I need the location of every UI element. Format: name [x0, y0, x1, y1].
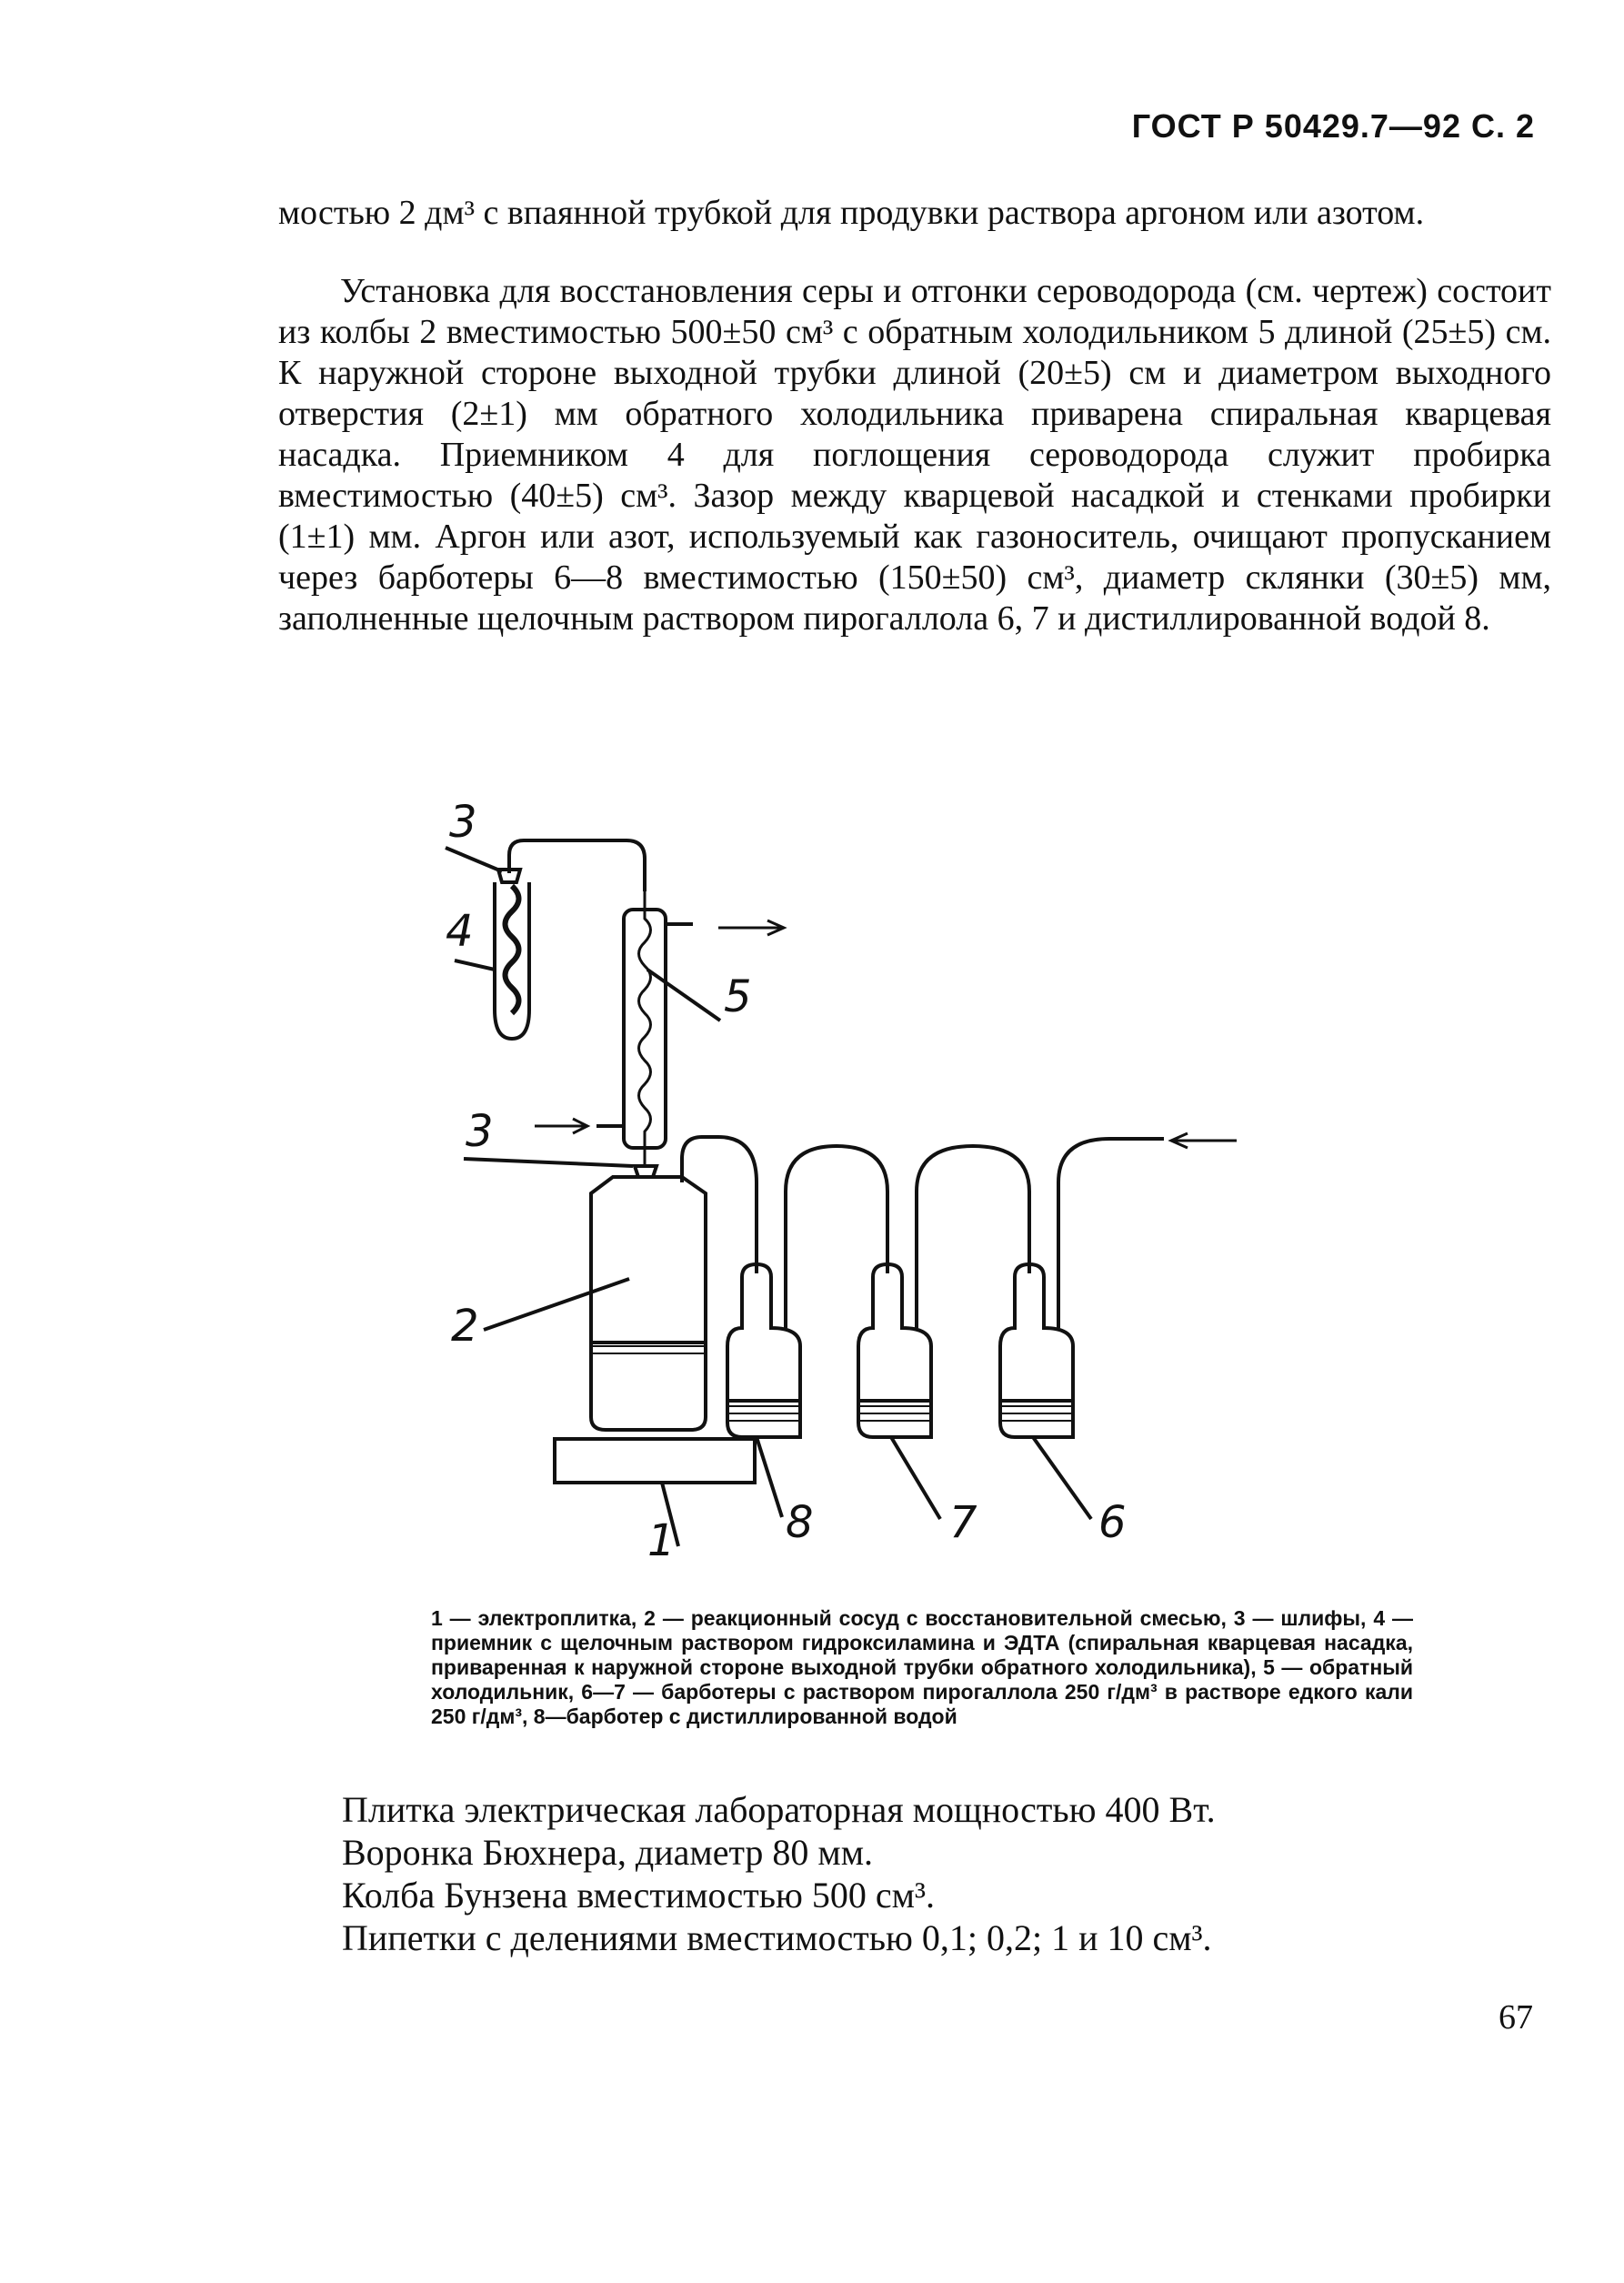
- label-1: 1: [647, 1515, 676, 1566]
- leader-7: [891, 1437, 940, 1519]
- gas-inlet-tube: [682, 1137, 757, 1273]
- bubbler-8: [727, 1264, 800, 1437]
- condenser-jacket: [624, 910, 666, 1148]
- quartz-spiral: [506, 886, 519, 1013]
- label-7: 7: [949, 1497, 977, 1548]
- ground-joint-lower: [635, 1166, 657, 1177]
- paragraph-2: Установка для восстановления серы и отгонки сероводорода (см. чертеж) состоит из колбы 2 вместимостью 500±50 см³ с обратным холодильником 5 длиной (25±5) см. К наружной стороне выходной трубки длиной (20±5) см и диаметром выходного отверстия (2±1) мм обратного холодильника приварена спиральная кварцевая насадка. Приемником 4 для поглощения сероводорода служит пробирка вместимостью (40±5) см³. Зазор между кварцевой насадкой и стенками пробирки (1±1) мм. Аргон или азот, используемый как газоноситель, очищают пропусканием через барботеры 6—8 вместимостью (150±50) см³, диаметр склянки (30±5) мм, заполненные щелочным раствором пирогаллола 6, 7 и дистиллированной водой 8.: [278, 272, 1551, 638]
- equipment-item: Плитка электрическая лабораторная мощностью 400 Вт.: [342, 1789, 1216, 1830]
- page-number: 67: [1499, 1998, 1533, 2037]
- leader-8: [757, 1437, 782, 1517]
- leader-4: [455, 960, 495, 970]
- bubbler-7-hatch: [860, 1406, 929, 1421]
- leader-2: [484, 1279, 629, 1330]
- equipment-list: [342, 1788, 1216, 1959]
- label-3-lower: 3: [466, 1106, 494, 1157]
- page-header: ГОСТ Р 50429.7—92 С. 2: [1131, 107, 1535, 145]
- label-5: 5: [724, 971, 752, 1022]
- bubbler-8-hatch: [729, 1406, 798, 1421]
- equipment-item: Колба Бунзена вместимостью 500 см³.: [342, 1875, 935, 1916]
- equipment-item: Пипетки с делениями вместимостью 0,1; 0,2; 1 и 10 см³.: [342, 1917, 1212, 1958]
- gas-supply-tube: [1058, 1139, 1164, 1328]
- leader-5: [647, 970, 720, 1021]
- vessel-liquid-hatch: [593, 1346, 704, 1353]
- apparatus-drawing: [418, 800, 1428, 1601]
- reaction-vessel: [591, 1177, 706, 1430]
- condenser-coil: [639, 891, 651, 1166]
- leader-3-lower: [464, 1159, 633, 1166]
- equipment-item: Воронка Бюхнера, диаметр 80 мм.: [342, 1832, 874, 1873]
- hot-plate: [555, 1439, 755, 1483]
- label-2: 2: [451, 1301, 479, 1352]
- paragraph-setup: [278, 271, 1551, 639]
- paragraph-continuation: [278, 193, 1551, 234]
- figure-caption: 1 — электроплитка, 2 — реакционный сосуд с восстановительной смесью, 3 — шлифы, 4 — приемник с щелочным раствором гидроксиламина и ЭДТА (спиральная кварцевая насадка, приваренная к наружной стороне выходной трубки обратного холодильника), 5 — обратный холодильник, 6—7 — барботеры с раствором пирогаллола 250 г/дм³ в растворе едкого кали 250 г/дм³, 8—барботер с дистиллированной водой: [431, 1606, 1413, 1728]
- leader-6: [1033, 1437, 1091, 1519]
- bubbler-6: [1000, 1264, 1073, 1437]
- label-6: 6: [1098, 1497, 1127, 1548]
- apparatus-svg: [418, 800, 1428, 1601]
- label-4: 4: [446, 906, 474, 957]
- u-tube-7-6: [917, 1146, 1029, 1328]
- bubbler-7: [858, 1264, 931, 1437]
- bubbler-6-hatch: [1002, 1406, 1071, 1421]
- label-8: 8: [786, 1497, 814, 1548]
- leader-3-upper: [446, 848, 502, 871]
- label-3-upper: 3: [449, 800, 477, 848]
- paragraph-1: мостью 2 дм³ с впаянной трубкой для продувки раствора аргоном или азотом.: [278, 194, 1425, 232]
